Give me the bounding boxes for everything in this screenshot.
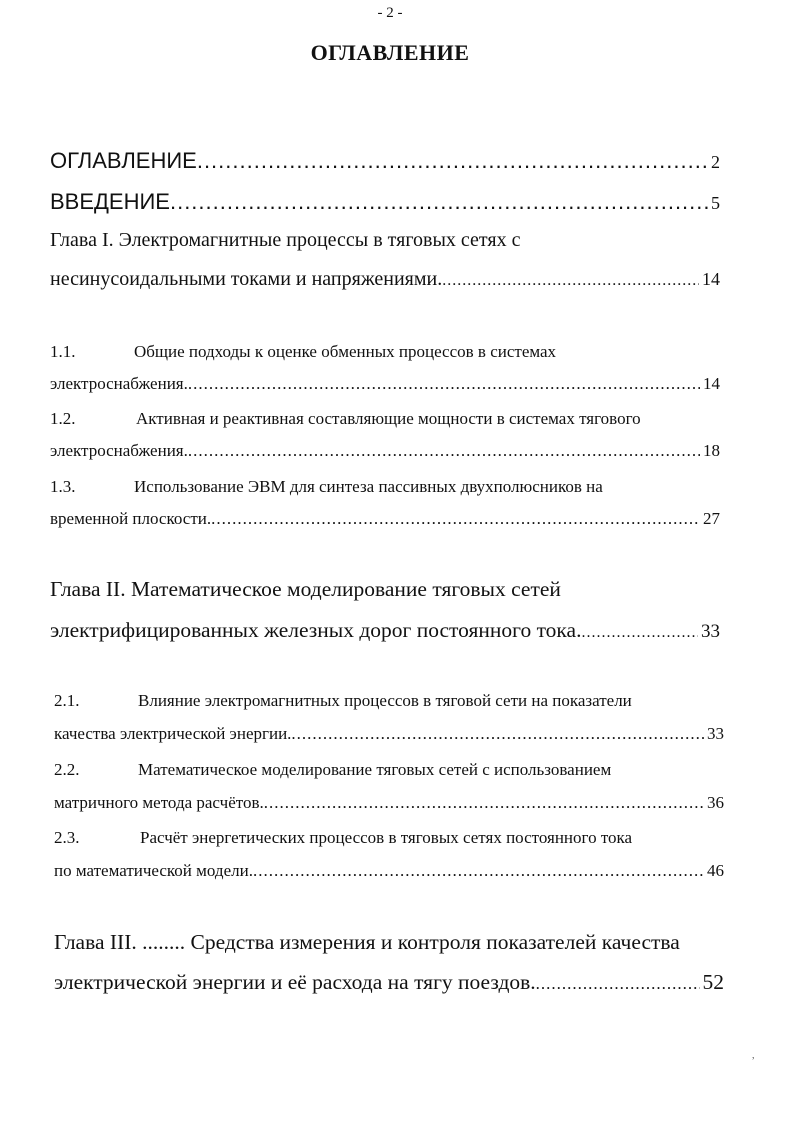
section-2-2-line2[interactable] (54, 793, 724, 813)
toc-leader-dots (253, 861, 704, 881)
section-1-2-line1[interactable] (50, 409, 641, 429)
toc-entry-text: электроснабжения. (50, 441, 188, 460)
section-title: Расчёт энергетических процессов в тяговых сетях постоянного тока (140, 828, 633, 847)
chapter3-title-line1[interactable] (54, 930, 680, 955)
chapter1-title-line1[interactable]: Глава I. Электромагнитные процессы в тяговых сетях с (50, 229, 521, 251)
toc-leader-dots (170, 189, 708, 215)
toc-leader-dots (197, 148, 708, 174)
section-number: 1.3. (50, 477, 76, 496)
section-number: 2.1. (54, 691, 80, 710)
section-title: Использование ЭВМ для синтеза пассивных двухполюсников на (134, 477, 603, 496)
toc-leader-dots (211, 509, 700, 529)
section-number: 1.1. (50, 342, 76, 361)
toc-entry-text: временной плоскости. (50, 509, 212, 528)
toc-entry-text: электроснабжения. (50, 374, 188, 393)
chapter3-title-line2[interactable] (54, 970, 724, 995)
section-2-3-line1[interactable] (54, 828, 632, 848)
section-2-1-line1[interactable] (54, 691, 632, 711)
toc-entry-text: ВВЕДЕНИЕ (50, 189, 170, 214)
toc-page-number: 18 (703, 441, 720, 460)
scan-mark: , (752, 1050, 755, 1061)
chapter3-title: Средства измерения и контроля показателей качества (185, 930, 680, 954)
toc-page-number: 52 (702, 970, 724, 994)
toc-page-number: 14 (702, 269, 720, 289)
section-title: Математическое моделирование тяговых сетей с использованием (138, 760, 612, 779)
section-1-2-line2[interactable] (50, 441, 720, 461)
toc-entry-text: ОГЛАВЛЕНИЕ (50, 148, 197, 173)
chapter1-title-line2[interactable] (50, 268, 720, 291)
chapter3-prefix: Глава III. ........ (54, 930, 186, 954)
page-number: - 2 - (377, 5, 403, 21)
toc-leader-dots (442, 272, 699, 290)
toc-leader-dots (536, 974, 700, 994)
toc-leader-dots (291, 724, 704, 744)
toc-page-number: 27 (703, 509, 720, 528)
toc-leader-dots (264, 793, 704, 813)
toc-entry-text: электрифицированных железных дорог постоянного тока. (50, 618, 582, 642)
section-number: 2.2. (54, 760, 80, 779)
section-2-3-line2[interactable] (54, 861, 724, 881)
toc-page-number: 36 (707, 793, 724, 812)
toc-entry-oglavlenie[interactable] (50, 148, 720, 174)
toc-entry-text: электрической энергии и её расхода на тягу поездов. (54, 970, 536, 994)
toc-leader-dots (188, 374, 700, 394)
page-title: ОГЛАВЛЕНИЕ (310, 40, 470, 65)
toc-page-number: 33 (701, 621, 720, 642)
section-title: Активная и реактивная составляющие мощности в системах тягового (136, 409, 641, 428)
section-title: Влияние электромагнитных процессов в тяговой сети на показатели (138, 691, 632, 710)
chapter2-title-line1[interactable]: Глава II. Математическое моделирование тяговых сетей (50, 577, 561, 601)
toc-entry-text: матричного метода расчётов. (54, 793, 264, 812)
toc-page-number: 2 (711, 152, 720, 172)
toc-page-number: 14 (703, 374, 720, 393)
chapter2-title-line2[interactable] (50, 618, 720, 643)
toc-entry-text: по математической модели. (54, 861, 253, 880)
section-title: Общие подходы к оценке обменных процессов в системах (134, 342, 557, 361)
toc-page-number: 33 (707, 724, 724, 743)
toc-leader-dots (581, 624, 698, 642)
toc-entry-text: качества электрической энергии. (54, 724, 292, 743)
toc-leader-dots (188, 441, 700, 461)
section-number: 2.3. (54, 828, 80, 847)
toc-entry-vvedenie[interactable] (50, 189, 720, 215)
section-1-3-line1[interactable] (50, 477, 603, 497)
section-1-1-line1[interactable] (50, 342, 556, 362)
section-2-1-line2[interactable] (54, 724, 724, 744)
toc-page-number: 46 (707, 861, 724, 880)
section-number: 1.2. (50, 409, 76, 428)
section-2-2-line1[interactable] (54, 760, 611, 780)
section-1-3-line2[interactable] (50, 509, 720, 529)
toc-page-number: 5 (711, 193, 720, 213)
toc-entry-text: несинусоидальными токами и напряжениями. (50, 268, 443, 290)
section-1-1-line2[interactable] (50, 374, 720, 394)
